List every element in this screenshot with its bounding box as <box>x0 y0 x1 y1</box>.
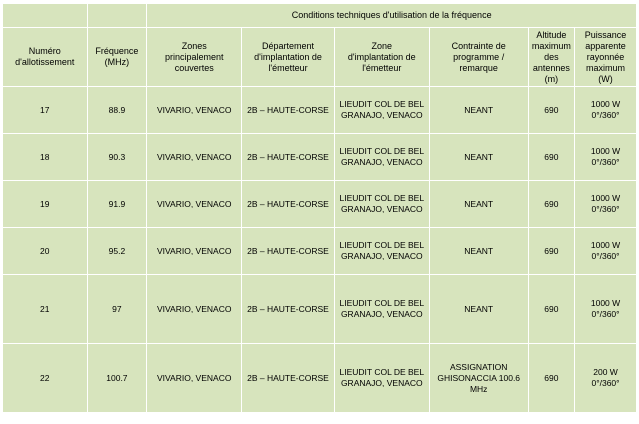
cell-contrainte <box>429 181 528 228</box>
text-line: 690 <box>544 303 559 314</box>
cell-numero <box>3 344 88 413</box>
header-numero <box>3 28 88 87</box>
table-body <box>3 87 637 413</box>
cell-altitude <box>528 134 574 181</box>
cell-departement <box>242 228 335 275</box>
text-line: antennes <box>532 62 570 73</box>
cell-departement <box>242 134 335 181</box>
cell-numero <box>3 275 88 344</box>
table-group-header-row <box>3 4 637 28</box>
text-line: programme / <box>453 51 505 62</box>
text-line: 21 <box>40 303 50 314</box>
allotment-table <box>2 3 637 413</box>
text-line: d'implantation de <box>254 51 322 62</box>
text-line: d'allotissement <box>15 57 75 67</box>
cell-puissance <box>575 87 637 134</box>
text-line: VIVARIO, VENACO <box>156 303 232 314</box>
text-line: VIVARIO, VENACO <box>156 245 232 256</box>
text-line: 0°/360° <box>591 251 620 261</box>
cell-zones <box>147 228 242 275</box>
cell-zones <box>147 134 242 181</box>
text-line: 2B – HAUTE-CORSE <box>247 104 329 115</box>
text-line: GHISONACCIA 100.6 MHz <box>437 372 521 394</box>
cell-altitude <box>528 181 574 228</box>
text-line: 90.3 <box>108 151 126 162</box>
cell-contrainte <box>429 228 528 275</box>
text-line: 2B – HAUTE-CORSE <box>247 151 329 162</box>
text-line: NEANT <box>464 303 494 314</box>
text-line: 97 <box>112 303 122 314</box>
cell-altitude <box>528 275 574 344</box>
cell-frequence <box>87 134 147 181</box>
text-line: 690 <box>544 198 559 209</box>
text-line: LIEUDIT COL DE BEL <box>339 99 425 109</box>
text-line: 22 <box>40 372 50 383</box>
cell-frequence <box>87 87 147 134</box>
cell-puissance <box>575 181 637 228</box>
text-line: VIVARIO, VENACO <box>156 104 232 115</box>
cell-departement <box>242 181 335 228</box>
text-line: 2B – HAUTE-CORSE <box>247 245 329 256</box>
text-line: 690 <box>544 372 559 383</box>
text-line: VIVARIO, VENACO <box>156 372 232 383</box>
table-row <box>3 228 637 275</box>
text-line: des <box>544 51 559 62</box>
text-line: GRANAJO, VENACO <box>340 204 423 214</box>
text-line: 2B – HAUTE-CORSE <box>247 303 329 314</box>
text-line: GRANAJO, VENACO <box>340 251 423 261</box>
text-line: GRANAJO, VENACO <box>340 110 423 120</box>
cell-puissance <box>575 275 637 344</box>
text-line: couvertes <box>174 62 214 73</box>
text-line: LIEUDIT COL DE BEL <box>339 298 425 308</box>
cell-zone-emetteur <box>334 87 429 134</box>
text-line: l'émetteur <box>362 62 402 73</box>
cell-zone-emetteur <box>334 181 429 228</box>
cell-puissance <box>575 344 637 413</box>
text-line: 19 <box>40 198 50 209</box>
text-line: 1000 W <box>590 99 621 109</box>
header-departement <box>242 28 335 87</box>
table-row <box>3 275 637 344</box>
text-line: LIEUDIT COL DE BEL <box>339 240 425 250</box>
cell-altitude <box>528 344 574 413</box>
cell-frequence <box>87 344 147 413</box>
cell-frequence <box>87 181 147 228</box>
cell-altitude <box>528 228 574 275</box>
table-row <box>3 344 637 413</box>
cell-zone-emetteur <box>334 134 429 181</box>
cell-contrainte <box>429 275 528 344</box>
text-line: 2B – HAUTE-CORSE <box>247 372 329 383</box>
text-line: NEANT <box>464 104 494 115</box>
text-line: 0°/360° <box>591 110 620 120</box>
text-line: 91.9 <box>108 198 126 209</box>
text-line: NEANT <box>464 245 494 256</box>
text-line: Zone <box>371 40 393 51</box>
text-line: NEANT <box>464 198 494 209</box>
text-line: apparente <box>585 40 626 51</box>
text-line: 0°/360° <box>591 157 620 167</box>
text-line: maximum <box>531 40 571 51</box>
text-line: Zones <box>181 40 207 51</box>
text-line: 18 <box>40 151 50 162</box>
text-line: 690 <box>544 104 559 115</box>
cell-numero <box>3 181 88 228</box>
text-line: 100.7 <box>106 372 128 383</box>
header-frequence <box>87 28 147 87</box>
text-line: (W) <box>598 73 613 84</box>
text-line: VIVARIO, VENACO <box>156 198 232 209</box>
cell-zones <box>147 275 242 344</box>
text-line: LIEUDIT COL DE BEL <box>339 367 425 377</box>
header-zone-emetteur <box>334 28 429 87</box>
text-line: 690 <box>544 151 559 162</box>
text-line: 0°/360° <box>591 378 620 388</box>
empty-header-cell <box>3 4 88 28</box>
text-line: 1000 W <box>590 193 621 203</box>
cell-zones <box>147 344 242 413</box>
cell-departement <box>242 87 335 134</box>
text-line: Contrainte de <box>451 40 506 51</box>
table-row <box>3 134 637 181</box>
text-line: 200 W <box>593 367 618 377</box>
text-line: Département <box>261 40 315 51</box>
cell-contrainte <box>429 87 528 134</box>
text-line: maximum <box>586 62 626 73</box>
text-line: GRANAJO, VENACO <box>340 309 423 319</box>
text-line: GRANAJO, VENACO <box>340 157 423 167</box>
cell-numero <box>3 87 88 134</box>
text-line: 690 <box>544 245 559 256</box>
text-line: 0°/360° <box>591 309 620 319</box>
text-line: principalement <box>164 51 224 62</box>
text-line: Altitude <box>536 29 567 40</box>
table-row <box>3 181 637 228</box>
header-contrainte <box>429 28 528 87</box>
text-line: 1000 W <box>590 298 621 308</box>
cell-zone-emetteur <box>334 228 429 275</box>
conditions-group-header: Conditions techniques d'utilisation de la fréquence <box>147 4 637 28</box>
cell-puissance <box>575 228 637 275</box>
text-line: rayonnée <box>586 51 625 62</box>
text-line: 2B – HAUTE-CORSE <box>247 198 329 209</box>
text-line: VIVARIO, VENACO <box>156 151 232 162</box>
text-line: GRANAJO, VENACO <box>340 378 423 388</box>
table-column-header-row <box>3 28 637 87</box>
cell-departement <box>242 344 335 413</box>
cell-zones <box>147 87 242 134</box>
cell-departement <box>242 275 335 344</box>
text-line: 95.2 <box>108 245 126 256</box>
text-line: 88.9 <box>108 104 126 115</box>
text-line: Numéro <box>28 46 61 56</box>
table-row <box>3 87 637 134</box>
text-line: 1000 W <box>590 146 621 156</box>
text-line: (m) <box>544 73 559 84</box>
cell-numero <box>3 134 88 181</box>
cell-zone-emetteur <box>334 344 429 413</box>
cell-frequence <box>87 275 147 344</box>
text-line: l'émetteur <box>268 62 308 73</box>
text-line: LIEUDIT COL DE BEL <box>339 146 425 156</box>
header-altitude <box>528 28 574 87</box>
cell-zone-emetteur <box>334 275 429 344</box>
text-line: Fréquence <box>95 46 139 56</box>
text-line: 17 <box>40 104 50 115</box>
cell-zones <box>147 181 242 228</box>
text-line: 1000 W <box>590 240 621 250</box>
text-line: 20 <box>40 245 50 256</box>
text-line: LIEUDIT COL DE BEL <box>339 193 425 203</box>
cell-frequence <box>87 228 147 275</box>
text-line: 0°/360° <box>591 204 620 214</box>
text-line: ASSIGNATION <box>449 361 508 372</box>
header-zones <box>147 28 242 87</box>
text-line: remarque <box>459 62 498 73</box>
cell-contrainte <box>429 134 528 181</box>
text-line: (MHz) <box>104 57 130 67</box>
cell-contrainte <box>429 344 528 413</box>
cell-puissance <box>575 134 637 181</box>
text-line: Puissance <box>584 29 627 40</box>
cell-numero <box>3 228 88 275</box>
text-line: NEANT <box>464 151 494 162</box>
empty-header-cell <box>87 4 147 28</box>
cell-altitude <box>528 87 574 134</box>
text-line: d'implantation de <box>347 51 416 62</box>
header-puissance <box>575 28 637 87</box>
